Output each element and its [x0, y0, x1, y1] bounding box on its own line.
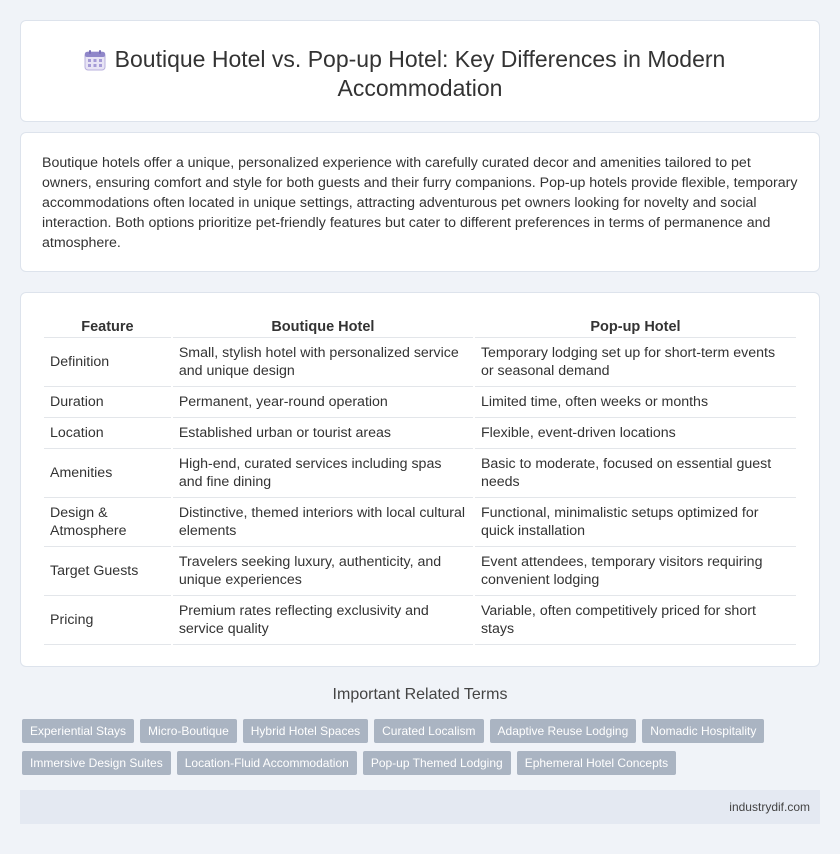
row-popup: Event attendees, temporary visitors requiring convenient lodging — [475, 547, 796, 596]
related-terms-tags — [22, 719, 822, 783]
row-boutique: Distinctive, themed interiors with local cultural elements — [173, 498, 473, 547]
tag[interactable]: Ephemeral Hotel Concepts — [517, 751, 676, 775]
header-boutique: Boutique Hotel — [173, 315, 473, 338]
intro-card — [20, 132, 820, 272]
row-feature: Duration — [44, 387, 171, 418]
comparison-card — [20, 292, 820, 667]
table-row — [44, 449, 796, 498]
related-terms-title: Important Related Terms — [332, 686, 508, 703]
row-feature: Location — [44, 418, 171, 449]
row-feature: Pricing — [44, 596, 171, 645]
page-title: Boutique Hotel vs. Pop-up Hotel: Key Differences in Modern Accommodation — [114, 46, 726, 101]
tag[interactable]: Location-Fluid Accommodation — [177, 751, 357, 775]
table-header-row — [44, 315, 796, 338]
footer — [20, 790, 820, 824]
tag[interactable]: Experiential Stays — [22, 719, 134, 743]
row-popup: Flexible, event-driven locations — [475, 418, 796, 449]
table-row — [44, 498, 796, 547]
table-row — [44, 418, 796, 449]
tag[interactable]: Curated Localism — [374, 719, 483, 743]
row-feature: Amenities — [44, 449, 171, 498]
table-row — [44, 596, 796, 645]
tag-row — [22, 719, 822, 743]
table-row — [44, 338, 796, 387]
row-feature: Target Guests — [44, 547, 171, 596]
row-boutique: Permanent, year-round operation — [173, 387, 473, 418]
row-feature: Design & Atmosphere — [44, 498, 171, 547]
tag[interactable]: Adaptive Reuse Lodging — [490, 719, 637, 743]
row-popup: Temporary lodging set up for short-term events or seasonal demand — [475, 338, 796, 387]
row-boutique: High-end, curated services including spas and fine dining — [173, 449, 473, 498]
tag-row — [22, 751, 822, 775]
row-boutique: Small, stylish hotel with personalized service and unique design — [173, 338, 473, 387]
row-popup: Functional, minimalistic setups optimized for quick installation — [475, 498, 796, 547]
row-boutique: Established urban or tourist areas — [173, 418, 473, 449]
tag[interactable]: Immersive Design Suites — [22, 751, 171, 775]
footer-site[interactable]: industrydif.com — [729, 800, 810, 814]
row-boutique: Premium rates reflecting exclusivity and service quality — [173, 596, 473, 645]
header-card — [20, 20, 820, 122]
row-boutique: Travelers seeking luxury, authenticity, and unique experiences — [173, 547, 473, 596]
table-row — [44, 387, 796, 418]
tag[interactable]: Nomadic Hospitality — [642, 719, 764, 743]
intro-paragraph: Boutique hotels offer a unique, personalized experience with carefully curated decor and amenities tailored to pet owners, ensuring comfort and style for both guests and their furry companions. Pop-up hotels provide flexible, temporary accommodations often located in unique settings, attracting adventurous pet owners looking for novelty and social interaction. Both options prioritize pet-friendly features but cater to different preferences in terms of permanence and atmosphere. — [42, 155, 798, 251]
header-popup: Pop-up Hotel — [475, 315, 796, 338]
header-feature: Feature — [44, 315, 171, 338]
comparison-table — [42, 315, 798, 645]
row-feature: Definition — [44, 338, 171, 387]
tag[interactable]: Pop-up Themed Lodging — [363, 751, 511, 775]
row-popup: Limited time, often weeks or months — [475, 387, 796, 418]
tag[interactable]: Micro-Boutique — [140, 719, 237, 743]
table-row — [44, 547, 796, 596]
row-popup: Variable, often competitively priced for short stays — [475, 596, 796, 645]
tag[interactable]: Hybrid Hotel Spaces — [243, 719, 368, 743]
row-popup: Basic to moderate, focused on essential guest needs — [475, 449, 796, 498]
